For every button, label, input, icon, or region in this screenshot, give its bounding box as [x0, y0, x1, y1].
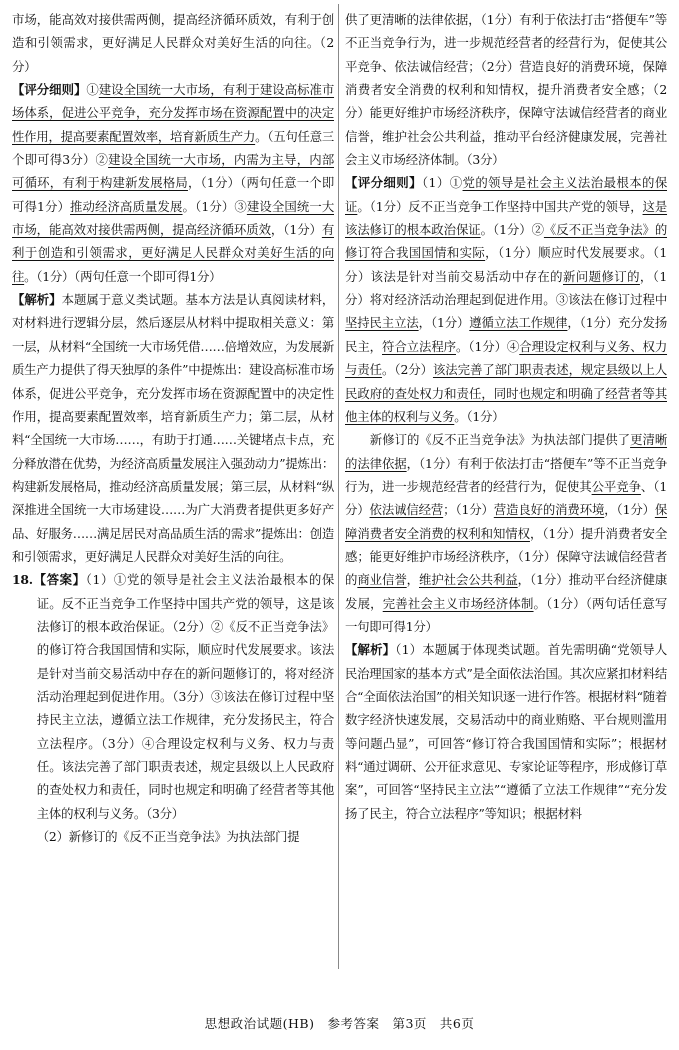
question-18-part2-start: （2）新修订的《反不正当竞争法》为执法部门提 — [36, 829, 300, 845]
page-footer: 思想政治试题(HB) 参考答案 第3页 共6页 — [204, 1016, 475, 1031]
underlined-point: 更清晰的法律依据 — [345, 432, 668, 471]
text-segment: ，（1分）有利于依法打击“搭便车”等不正当竞争行为，进一步规范经营者的经营行为，促使其 — [345, 455, 667, 494]
text-segment: ，（1分）顺应时代发展要求。（1分）该法是针对当前交易活动中存在的 — [345, 245, 667, 284]
underlined-point: 依法诚信经营 — [369, 502, 444, 518]
scoring-rules-tag: 【评分细则】 — [12, 82, 87, 98]
answer-text: （1）①党的领导是社会主义法治最根本的保证。反不正当竞争工作坚持中国共产党的领导，这是该法修订的根本政治保证。（2分）②《反不正当竞争法》的修订符合我国国情和实际，顺应时代发展要求。该法是针对当前交易活动中存在的新问题修订的，将对经济活动治理起到促进作用。（3分）③该法在修订过程中坚持民主立法，遵循立法工作规律，充分发扬民主，符合立法程序。（3分）④合理设定权利与义务、权力与责任。该法完善了部门职责表述，规定县级以上人民政府的查处权力和责任，同时也规定和明确了经营者等其他主体的权利与义务。（3分） — [36, 572, 335, 821]
text-segment: 。（1分） — [454, 408, 505, 424]
underlined-point: 建设全国统一大市场，有利于建设高标准市场体系，促进公平竞争，充分发挥市场在资源配置中的决定性作用，提高要素配置效率，培育新质生产力 — [12, 82, 335, 144]
right-column — [345, 8, 667, 825]
text-segment: 。（1分）② — [480, 222, 544, 238]
answer-tag: 【答案】 — [32, 572, 86, 588]
analysis-paragraph-2 — [345, 638, 667, 825]
text-segment: ，（1分）（两句任意一个即可得1分） — [12, 175, 335, 214]
scoring-rules-paragraph-2 — [345, 171, 667, 428]
text-segment: 。（五句任意三个即可得3分）② — [12, 128, 334, 168]
underlined-point: 推动经济高质量发展 — [70, 198, 183, 214]
text-segment: ① — [86, 82, 99, 98]
text-segment: ，（1分）充分发扬民主， — [345, 315, 668, 354]
underlined-point: 党的领导是社会主义法治最根本的保证 — [345, 175, 668, 214]
text-segment: 。（2分） — [382, 362, 433, 378]
underlined-point: 符合立法程序 — [382, 338, 456, 354]
scoring-rules-tag: 【评分细则】 — [345, 175, 422, 191]
underlined-point: 完善社会主义市场经济体制 — [382, 595, 534, 611]
underlined-point: 维护社会公共利益 — [419, 572, 518, 588]
underlined-point: 该法完善了部门职责表述，规定县级以上人民政府的查处权力和责任，同时也规定和明确了经营者等其他主体的权利与义务 — [345, 362, 668, 424]
text-segment: 。（1分）（两句话任意写一句即可得1分） — [345, 595, 668, 634]
underlined-point: 合理设定权利与义务、权力与责任 — [345, 338, 668, 378]
underlined-point: 有利于创造和引领需求，更好满足人民群众对美好生活的向往 — [12, 222, 335, 284]
underlined-point: 这是该法修订的根本政治保证 — [345, 198, 668, 238]
text-segment: 。（1分）③ — [182, 198, 247, 214]
analysis-tag: 【解析】 — [12, 292, 62, 308]
underlined-point: 保障消费者安全消费的权利和知情权 — [345, 502, 668, 541]
text-segment: ，（1分） — [604, 502, 655, 518]
question-18-answer — [12, 568, 334, 825]
text-segment: ；（1分） — [443, 502, 494, 518]
scoring-rules-paragraph — [12, 78, 334, 288]
continued-answer-text: 市场，能高效对接供需两侧，提高经济循环质效，有利于创造和引领需求，更好满足人民群众对美好生活的向往。（2分） — [12, 12, 334, 74]
underlined-point: 建设全国统一大市场，能高效对接供需两侧，提高经济循环质效 — [12, 198, 335, 238]
text-segment: （1）① — [421, 175, 463, 191]
underlined-point: 坚持民主立法 — [345, 315, 419, 331]
text-segment: ，（1分）推动平台经济健康发展， — [345, 572, 668, 611]
text-segment: ，（1分） — [418, 315, 470, 331]
scoring-rules-part2 — [345, 428, 667, 638]
underlined-point: 建设全国统一大市场，内需为主导，内部可循环，有利于构建新发展格局 — [12, 152, 334, 191]
underlined-point: 《反不正当竞争法》的修订符合我国国情和实际 — [345, 222, 668, 261]
underlined-point: 遵循立法工作规律 — [469, 315, 568, 331]
text-segment: ，（1分）将对经济活动治理起到促进作用。③该法在修订过程中 — [345, 268, 668, 308]
text-segment: 、（1分） — [345, 478, 668, 518]
underlined-point: 新问题修订的 — [562, 268, 640, 284]
answer-part2-continued: 供了更清晰的法律依据，（1分）有利于依法打击“搭便车”等不正当竞争行为，进一步规范经营者的经营行为，促使其公平竞争、依法诚信经营；（2分）营造良好的消费环境，保障消费者安全消费的权利和知情权，提升消费者安全感；（2分）能更好维护市场经济秩序，保障守法诚信经营者的商业信誉，维护社会公共利益，推动平台经济健康发展，完善社会主义市场经济体制。（3分） — [345, 12, 667, 168]
underlined-point: 公平竞争 — [591, 478, 641, 494]
analysis-text: （1）本题属于体现类试题。首先需明确“党领导人民治理国家的基本方式”是全面依法治国。其次应紧扣材料结合“全面依法治国”的相关知识逐一进行作答。根据材料“随着数字经济快速发展，交易活动中的商业贿赂、平台规则滥用等问题凸显”，可回答“修订符合我国国情和实际”；根据材料“通过调研、公开征求意见、专家论证等程序，形成修订草案”，可回答“坚持民主立法”“遵循了立法工作规律”“充分发扬了民主，符合立法程序”等知识；根据材料 — [345, 642, 667, 821]
column-divider — [338, 4, 339, 969]
underlined-point: 营造良好的消费环境 — [493, 502, 605, 518]
underlined-point: 商业信誉 — [357, 572, 407, 588]
analysis-text: 本题属于意义类试题。基本方法是认真阅读材料，对材料进行逻辑分层，然后逐层从材料中提取相关意义：第一层，从材料“全国统一大市场凭借……倍增效应，为发展新质生产力提供了得天独厚的条件”中提炼出：建设高标准市场体系，促进公平竞争，充分发挥市场在资源配置中的决定性作用，提高要素配置效率，培育新质生产力；第二层，从材料“全国统一大市场……，有助于打通……关键堵点卡点，充分释放潜在优势，为经济高质量发展注入强劲动力”提炼出：构建新发展格局，推动经济高质量发展；第三层，从材料“纵深推进全国统一大市场建设……为广大消费者提供更多好产品、好服务……满足居民对高品质生活的需求”提炼出：创造和引领需求，更好满足人民群众对美好生活的向往。 — [12, 292, 335, 564]
analysis-paragraph — [12, 288, 334, 568]
text-segment: 。（1分）反不正当竞争工作坚持中国共产党的领导， — [357, 198, 643, 214]
question-number: 18. — [12, 572, 33, 588]
text-segment: 新修订的《反不正当竞争法》为执法部门提供了 — [369, 432, 631, 448]
analysis-tag: 【解析】 — [345, 642, 396, 658]
text-segment: ，（1分）提升消费者安全感；能更好维护市场经济秩序，（1分）保障守法诚信经营者的 — [345, 525, 668, 588]
left-column — [12, 8, 334, 848]
text-segment: ，（1分） — [270, 222, 322, 238]
text-segment: 。（1分）④ — [455, 338, 520, 354]
text-segment: ， — [406, 572, 420, 588]
text-segment: 。（1分）（两句任意一个即可得1分） — [24, 268, 222, 284]
